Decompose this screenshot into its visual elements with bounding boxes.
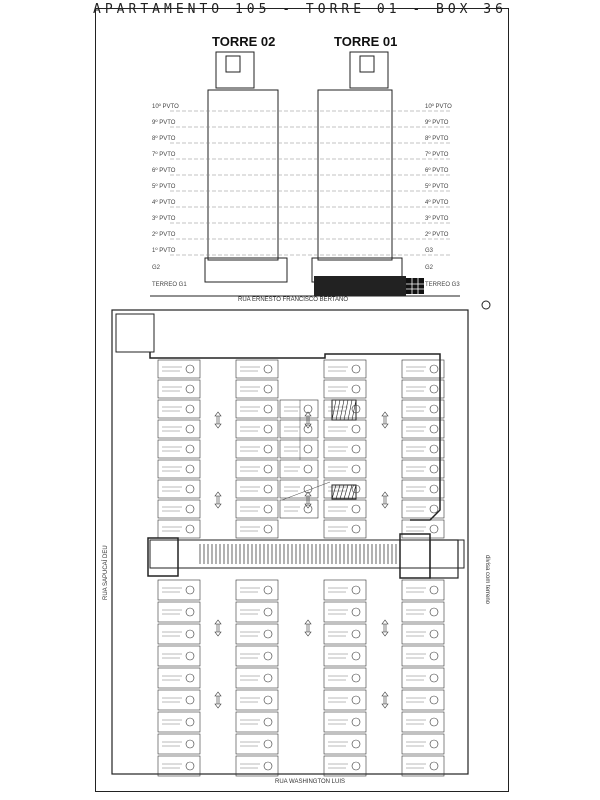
parking-stall <box>158 756 200 776</box>
car-icon <box>264 718 272 726</box>
car-icon <box>352 630 360 638</box>
parking-stall <box>158 400 200 418</box>
car-icon <box>352 608 360 616</box>
floor-label-left: 1º PVTO <box>152 248 176 254</box>
tower-01-label: TORRE 01 <box>334 34 398 49</box>
direction-arrow-icon <box>215 620 221 636</box>
car-icon <box>186 425 194 433</box>
floor-label-left: 9º PVTO <box>152 120 176 126</box>
car-icon <box>352 740 360 748</box>
box-36-hatch <box>352 400 356 420</box>
car-icon <box>430 445 438 453</box>
street-top-label: RUA ERNESTO FRANCISCO BERTANO <box>238 297 349 303</box>
floor-label-right: 5º PVTO <box>425 184 449 190</box>
parking-stall <box>158 500 200 518</box>
direction-arrow-icon <box>382 620 388 636</box>
car-icon <box>352 425 360 433</box>
floor-label-right: TERREO G3 <box>425 282 460 288</box>
ramp-entry <box>116 314 154 352</box>
street-right-label: divisa com terreno <box>484 555 490 605</box>
parking-stall <box>158 440 200 458</box>
floor-label-left: 2º PVTO <box>152 232 176 238</box>
parking-stall <box>158 646 200 666</box>
car-icon <box>430 586 438 594</box>
floor-label-left: 5º PVTO <box>152 184 176 190</box>
car-icon <box>186 365 194 373</box>
car-icon <box>186 630 194 638</box>
car-icon <box>186 465 194 473</box>
car-icon <box>352 525 360 533</box>
car-icon <box>352 652 360 660</box>
car-icon <box>264 608 272 616</box>
parking-stall <box>158 734 200 754</box>
car-icon <box>264 652 272 660</box>
direction-arrow-icon <box>382 692 388 708</box>
car-icon <box>430 740 438 748</box>
car-icon <box>264 525 272 533</box>
car-icon <box>186 385 194 393</box>
car-icon <box>186 586 194 594</box>
car-icon <box>430 696 438 704</box>
box-36-hatch <box>332 400 336 420</box>
car-icon <box>264 405 272 413</box>
street-bottom-label: RUA WASHINGTON LUIS <box>275 779 346 785</box>
site-boundary <box>112 310 468 774</box>
parking-stall <box>158 668 200 688</box>
car-icon <box>264 586 272 594</box>
car-icon <box>186 445 194 453</box>
car-icon <box>264 762 272 770</box>
car-icon <box>186 696 194 704</box>
floor-label-right: 9º PVTO <box>425 120 449 126</box>
tower-02-label: TORRE 02 <box>212 34 276 49</box>
car-icon <box>304 425 312 433</box>
parking-stall <box>158 360 200 378</box>
car-icon <box>430 652 438 660</box>
car-icon <box>430 465 438 473</box>
floor-label-right: G3 <box>425 248 434 254</box>
car-icon <box>264 485 272 493</box>
box-36-hatch <box>340 400 344 420</box>
car-icon <box>186 525 194 533</box>
car-icon <box>186 405 194 413</box>
car-icon <box>430 365 438 373</box>
car-icon <box>352 674 360 682</box>
floor-label-left: 7º PVTO <box>152 152 176 158</box>
car-icon <box>186 485 194 493</box>
car-icon <box>264 674 272 682</box>
parking-stall <box>158 480 200 498</box>
car-icon <box>430 505 438 513</box>
car-icon <box>352 762 360 770</box>
car-icon <box>430 630 438 638</box>
car-icon <box>264 385 272 393</box>
car-icon <box>186 762 194 770</box>
floor-label-right: 2º PVTO <box>425 232 449 238</box>
car-icon <box>264 696 272 704</box>
stair-core-right <box>400 534 430 578</box>
direction-arrow-icon <box>215 692 221 708</box>
direction-arrow-icon <box>382 412 388 428</box>
garage-wall <box>150 352 440 520</box>
car-icon <box>264 365 272 373</box>
hatch-line <box>348 485 352 499</box>
direction-arrow-icon <box>215 412 221 428</box>
car-icon <box>430 718 438 726</box>
parking-stall <box>158 420 200 438</box>
car-icon <box>352 445 360 453</box>
floor-label-left: 6º PVTO <box>152 168 176 174</box>
car-icon <box>186 505 194 513</box>
parking-stall <box>158 460 200 478</box>
car-icon <box>264 740 272 748</box>
car-icon <box>352 385 360 393</box>
floor-label-right: 7º PVTO <box>425 152 449 158</box>
car-icon <box>264 630 272 638</box>
car-icon <box>352 465 360 473</box>
car-icon <box>430 674 438 682</box>
car-icon <box>264 505 272 513</box>
car-icon <box>186 740 194 748</box>
floor-label-right: 4º PVTO <box>425 200 449 206</box>
floor-label-left: 3º PVTO <box>152 216 176 222</box>
car-icon <box>352 505 360 513</box>
car-icon <box>352 718 360 726</box>
car-icon <box>186 608 194 616</box>
car-icon <box>352 586 360 594</box>
floor-label-left: G2 <box>152 265 161 271</box>
car-icon <box>430 385 438 393</box>
car-icon <box>186 652 194 660</box>
car-icon <box>264 465 272 473</box>
car-icon <box>430 425 438 433</box>
parking-stall <box>158 624 200 644</box>
car-icon <box>186 718 194 726</box>
direction-arrow-icon <box>305 620 311 636</box>
floor-label-left: 4º PVTO <box>152 200 176 206</box>
central-corridor <box>150 540 464 568</box>
box-36-hatch <box>336 400 340 420</box>
direction-arrow-icon <box>215 492 221 508</box>
car-icon <box>304 445 312 453</box>
floor-label-left: 8º PVTO <box>152 136 176 142</box>
floor-label-right: 3º PVTO <box>425 216 449 222</box>
car-icon <box>430 762 438 770</box>
car-icon <box>430 608 438 616</box>
car-icon <box>352 365 360 373</box>
floor-label-right: 10º PVTO <box>425 104 452 110</box>
car-icon <box>264 445 272 453</box>
box-36-hatch <box>344 400 348 420</box>
car-icon <box>304 465 312 473</box>
parking-stall <box>158 602 200 622</box>
car-icon <box>430 525 438 533</box>
parking-stall <box>158 712 200 732</box>
parking-stall <box>158 520 200 538</box>
parking-stall <box>158 380 200 398</box>
box-36-hatch <box>348 400 352 420</box>
parking-stall <box>158 690 200 710</box>
floor-label-left: TERREO G1 <box>152 282 187 288</box>
elevator-right <box>430 540 458 578</box>
stair-core-left <box>148 538 178 576</box>
car-icon <box>186 674 194 682</box>
floor-label-left: 10º PVTO <box>152 104 179 110</box>
street-left-label: RUA SAPUCAÍ DEU <box>103 545 109 600</box>
drawing-title: APARTAMENTO 105 - TORRE 01 - BOX 36 <box>93 2 507 17</box>
direction-arrow-icon <box>382 492 388 508</box>
floor-label-right: 6º PVTO <box>425 168 449 174</box>
car-icon <box>304 505 312 513</box>
car-icon <box>430 405 438 413</box>
floor-label-right: 8º PVTO <box>425 136 449 142</box>
parking-stall <box>158 580 200 600</box>
car-icon <box>352 696 360 704</box>
car-icon <box>264 425 272 433</box>
car-icon <box>430 485 438 493</box>
floor-label-right: G2 <box>425 265 434 271</box>
